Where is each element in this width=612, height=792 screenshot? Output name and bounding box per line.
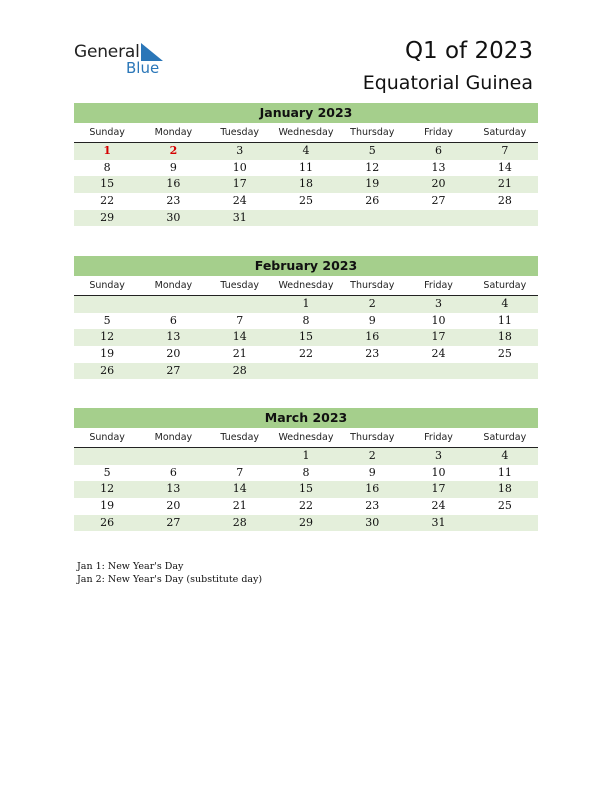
- day-cell: 7: [236, 313, 244, 327]
- weekday-label: Friday: [424, 432, 453, 443]
- day-cell: 31: [431, 515, 446, 529]
- day-cell: 28: [497, 194, 512, 208]
- day-cell: 18: [497, 482, 512, 496]
- day-cell: 22: [298, 347, 313, 361]
- day-cell: [405, 210, 471, 227]
- day-cell: 23: [166, 194, 181, 208]
- weekday-label: Sunday: [89, 432, 125, 443]
- weekday-label: Thursday: [350, 127, 395, 138]
- week-row: [74, 143, 538, 160]
- day-cell: 12: [365, 160, 380, 174]
- month-title: January 2023: [74, 103, 538, 123]
- day-cell: 7: [501, 144, 509, 157]
- day-cell: 24: [431, 499, 446, 513]
- day-cell: 18: [497, 330, 512, 344]
- day-cell: 17: [431, 482, 446, 496]
- day-cell: 29: [100, 210, 115, 224]
- day-cell: 14: [497, 160, 512, 174]
- logo-general-text: General: [74, 42, 140, 62]
- day-cell: 21: [232, 499, 247, 513]
- weekday-label: Monday: [154, 127, 193, 138]
- month-calendar-march: [74, 408, 538, 531]
- day-cell: 10: [431, 313, 446, 327]
- weekday-label: Saturday: [483, 280, 527, 291]
- month-calendar-january: [74, 103, 538, 226]
- day-cell: 28: [232, 363, 247, 377]
- week-row: [74, 160, 538, 177]
- day-cell: 3: [236, 144, 244, 157]
- day-cell: [140, 296, 206, 313]
- day-cell: 25: [497, 347, 512, 361]
- weekday-label: Wednesday: [278, 280, 334, 291]
- weekday-label: Monday: [154, 280, 193, 291]
- day-cell: 16: [365, 330, 380, 344]
- weekday-label: Wednesday: [278, 127, 334, 138]
- day-cell: 14: [232, 482, 247, 496]
- day-cell: 4: [501, 449, 509, 462]
- day-cell: [405, 363, 471, 380]
- day-cell: 16: [365, 482, 380, 496]
- day-cell: 5: [103, 465, 111, 479]
- day-cell: 23: [365, 347, 380, 361]
- day-cell: 14: [232, 330, 247, 344]
- day-cell: 26: [365, 194, 380, 208]
- holiday-notes: [77, 560, 262, 586]
- weekday-header-row: [74, 126, 538, 143]
- weekday-label: Friday: [424, 280, 453, 291]
- day-cell: 1: [302, 449, 310, 462]
- week-row: [74, 210, 538, 227]
- logo-blue-text: Blue: [126, 59, 160, 77]
- day-cell: [74, 448, 140, 465]
- day-cell: 9: [169, 160, 177, 174]
- week-row: [74, 193, 538, 210]
- day-cell: 15: [298, 482, 313, 496]
- day-cell: 6: [435, 144, 443, 157]
- month-title: March 2023: [74, 408, 538, 428]
- day-cell: 21: [232, 347, 247, 361]
- day-cell: 25: [298, 194, 313, 208]
- weekday-label: Monday: [154, 432, 193, 443]
- day-cell: 26: [100, 363, 115, 377]
- day-cell: [472, 515, 538, 532]
- day-cell: 11: [298, 160, 313, 174]
- day-cell: 2: [368, 449, 376, 462]
- day-cell: [140, 448, 206, 465]
- day-cell: 20: [166, 347, 181, 361]
- day-cell: [472, 363, 538, 380]
- day-cell: 19: [365, 177, 380, 191]
- weekday-header-row: [74, 279, 538, 296]
- day-cell: 25: [497, 499, 512, 513]
- day-cell: 3: [435, 297, 443, 310]
- week-row: [74, 448, 538, 465]
- week-row: [74, 498, 538, 515]
- day-cell: 29: [298, 515, 313, 529]
- day-cell: 19: [100, 499, 115, 513]
- day-cell: 22: [298, 499, 313, 513]
- weekday-label: Thursday: [350, 432, 395, 443]
- weekday-label: Saturday: [483, 127, 527, 138]
- weekday-label: Sunday: [89, 280, 125, 291]
- day-cell: 1: [103, 144, 111, 157]
- day-cell: 2: [368, 297, 376, 310]
- day-cell: 31: [232, 210, 247, 224]
- day-cell: [207, 448, 273, 465]
- country-subtitle: Equatorial Guinea: [362, 72, 533, 94]
- day-cell: [339, 363, 405, 380]
- week-row: [74, 481, 538, 498]
- day-cell: 17: [232, 177, 247, 191]
- holiday-note: Jan 2: New Year's Day (substitute day): [77, 574, 263, 585]
- week-row: [74, 313, 538, 330]
- holiday-note: Jan 1: New Year's Day: [77, 561, 184, 572]
- day-cell: 9: [368, 465, 376, 479]
- day-cell: 5: [103, 313, 111, 327]
- weekday-label: Thursday: [350, 280, 395, 291]
- day-cell: 13: [166, 330, 181, 344]
- day-cell: 28: [232, 515, 247, 529]
- day-cell: 3: [435, 449, 443, 462]
- day-cell: 30: [166, 210, 181, 224]
- day-cell: 6: [169, 313, 177, 327]
- day-cell: 20: [431, 177, 446, 191]
- day-cell: 20: [166, 499, 181, 513]
- day-cell: [74, 296, 140, 313]
- day-cell: 8: [302, 465, 310, 479]
- day-cell: 11: [497, 465, 512, 479]
- day-cell: [273, 210, 339, 227]
- week-row: [74, 515, 538, 532]
- day-cell: 15: [100, 177, 115, 191]
- day-cell: 18: [298, 177, 313, 191]
- day-cell: [472, 210, 538, 227]
- day-cell: 27: [166, 515, 181, 529]
- weekday-label: Saturday: [483, 432, 527, 443]
- day-cell: 12: [100, 482, 115, 496]
- month-title: February 2023: [74, 256, 538, 276]
- day-cell: 8: [103, 160, 111, 174]
- day-cell: 23: [365, 499, 380, 513]
- week-row: [74, 363, 538, 380]
- day-cell: 1: [302, 297, 310, 310]
- day-cell: 13: [431, 160, 446, 174]
- weekday-label: Sunday: [89, 127, 125, 138]
- weekday-label: Tuesday: [220, 432, 260, 443]
- day-cell: 12: [100, 330, 115, 344]
- day-cell: 22: [100, 194, 115, 208]
- day-cell: 21: [497, 177, 512, 191]
- weekday-label: Tuesday: [220, 127, 260, 138]
- generalblue-logo: [74, 42, 174, 78]
- week-row: [74, 346, 538, 363]
- day-cell: [273, 363, 339, 380]
- weekday-label: Friday: [424, 127, 453, 138]
- weekday-header-row: [74, 431, 538, 448]
- day-cell: [339, 210, 405, 227]
- week-row: [74, 296, 538, 313]
- week-row: [74, 329, 538, 346]
- month-calendar-february: [74, 256, 538, 379]
- day-cell: 15: [298, 330, 313, 344]
- day-cell: 26: [100, 515, 115, 529]
- day-cell: 27: [431, 194, 446, 208]
- day-cell: 5: [368, 144, 376, 157]
- day-cell: 4: [501, 297, 509, 310]
- day-cell: 17: [431, 330, 446, 344]
- day-cell: 27: [166, 363, 181, 377]
- day-cell: [207, 296, 273, 313]
- day-cell: 30: [365, 515, 380, 529]
- weekday-label: Wednesday: [278, 432, 334, 443]
- day-cell: 6: [169, 465, 177, 479]
- day-cell: 10: [431, 465, 446, 479]
- week-row: [74, 176, 538, 193]
- day-cell: 24: [431, 347, 446, 361]
- day-cell: 7: [236, 465, 244, 479]
- day-cell: 13: [166, 482, 181, 496]
- week-row: [74, 465, 538, 482]
- page-title: Q1 of 2023: [404, 38, 533, 64]
- day-cell: 2: [169, 144, 178, 157]
- day-cell: 24: [232, 194, 247, 208]
- day-cell: 8: [302, 313, 310, 327]
- day-cell: 11: [497, 313, 512, 327]
- day-cell: 4: [302, 144, 310, 157]
- day-cell: 19: [100, 347, 115, 361]
- day-cell: 9: [368, 313, 376, 327]
- day-cell: 10: [232, 160, 247, 174]
- weekday-label: Tuesday: [220, 280, 260, 291]
- day-cell: 16: [166, 177, 181, 191]
